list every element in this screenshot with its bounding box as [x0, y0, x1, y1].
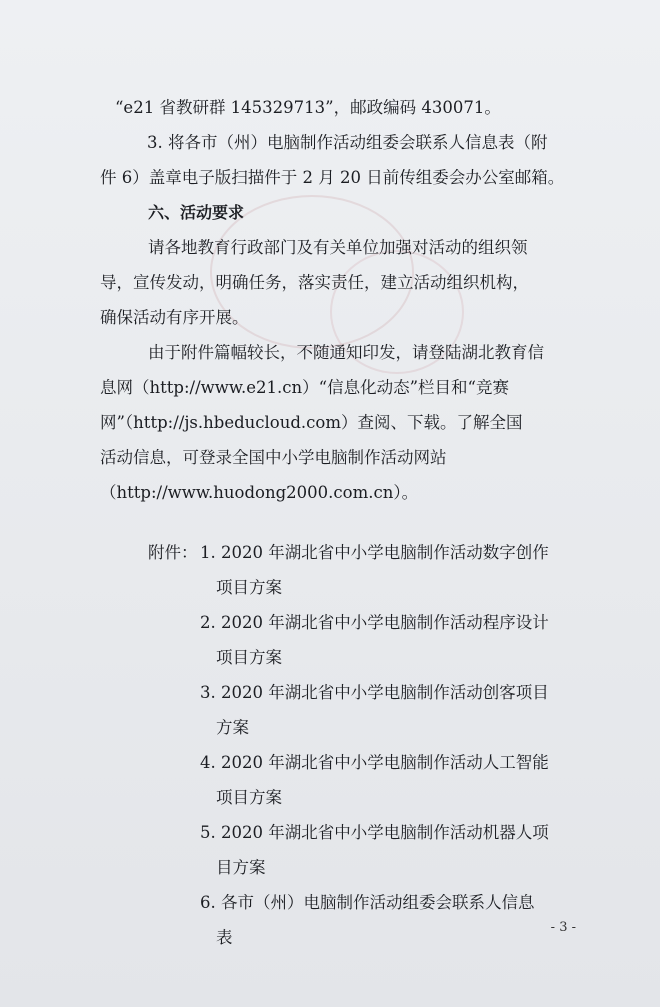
body-line: 件 6）盖章电子版扫描件于 2 月 20 日前传组委会办公室邮箱。	[100, 168, 565, 187]
body-line: 活动信息，可登录全国中小学电脑制作活动网站	[100, 448, 447, 467]
attachments-label: 附件：	[148, 543, 198, 562]
attachment-item: 2. 2020 年湖北省中小学电脑制作活动程序设计	[200, 613, 549, 632]
attachment-item-continued: 表	[216, 928, 233, 947]
section-heading: 六、活动要求	[148, 203, 245, 222]
attachment-item: 3. 2020 年湖北省中小学电脑制作活动创客项目	[200, 683, 549, 702]
body-line: 3. 将各市（州）电脑制作活动组委会联系人信息表（附	[147, 133, 548, 152]
body-line: （http://www.huodong2000.com.cn）。	[100, 483, 419, 502]
attachment-item: 6. 各市（州）电脑制作活动组委会联系人信息	[200, 893, 535, 912]
attachment-item-continued: 项目方案	[216, 788, 282, 807]
attachment-item-continued: 项目方案	[216, 578, 282, 597]
attachment-item-continued: 方案	[216, 718, 249, 737]
page-number: - 3 -	[550, 920, 576, 935]
body-line: “e21 省教研群 145329713”，邮政编码 430071。	[115, 98, 501, 117]
body-line: 请各地教育行政部门及有关单位加强对活动的组织领	[148, 238, 528, 257]
attachment-item: 5. 2020 年湖北省中小学电脑制作活动机器人项	[200, 823, 549, 842]
body-line: 确保活动有序开展。	[100, 308, 249, 327]
body-line: 息网（http://www.e21.cn）“信息化动态”栏目和“竞赛	[100, 378, 509, 397]
body-line: 网”（http://js.hbeducloud.com）查阅、下载。了解全国	[100, 413, 523, 432]
attachment-item-continued: 项目方案	[216, 648, 282, 667]
body-line: 由于附件篇幅较长，不随通知印发，请登陆湖北教育信	[148, 343, 544, 362]
body-line: 导，宣传发动，明确任务，落实责任，建立活动组织机构，	[100, 273, 529, 292]
attachment-item: 1. 2020 年湖北省中小学电脑制作活动数字创作	[200, 543, 549, 562]
attachment-item-continued: 目方案	[216, 858, 266, 877]
attachment-item: 4. 2020 年湖北省中小学电脑制作活动人工智能	[200, 753, 549, 772]
